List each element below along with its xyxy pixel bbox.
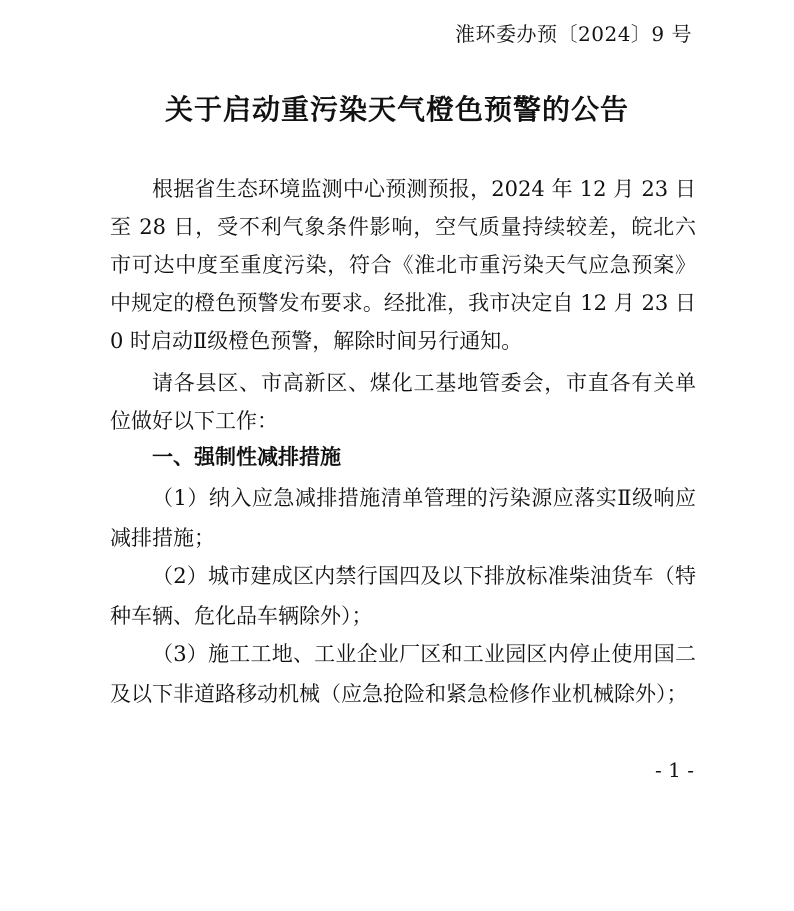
document-title: 关于启动重污染天气橙色预警的公告 — [164, 93, 629, 126]
page-number: - 1 - — [655, 758, 694, 782]
section-heading: 一、强制性减排措施 — [152, 445, 341, 469]
body-paragraph-1: 根据省生态环境监测中心预测预报，2024 年 12 月 23 日至 28 日，受不利气象条件影响，空气质量持续较差，皖北六市可达中度至重度污染，符合《淮北市重污染天气应急预案》中规定的橙色预警发布要求。经批准，我市决定自 12 月 23 日 0 时启动Ⅱ级橙色预警，解除时间另行通知。 — [110, 177, 696, 353]
body-paragraph-2: 请各县区、市高新区、煤化工基地管委会，市直各有关单位做好以下工作： — [110, 371, 696, 433]
measure-item-2: （2）城市建成区内禁行国四及以下排放标准柴油货车（特种车辆、危化品车辆除外）； — [110, 564, 696, 628]
measure-item-3: （3）施工工地、工业企业厂区和工业园区内停止使用国二及以下非道路移动机械（应急抢险和紧急检修作业机械除外）； — [110, 642, 696, 706]
measure-item-1: （1）纳入应急减排措施清单管理的污染源应落实Ⅱ级响应减排措施； — [110, 486, 696, 550]
document-number: 淮环委办预〔2024〕9 号 — [455, 22, 692, 46]
